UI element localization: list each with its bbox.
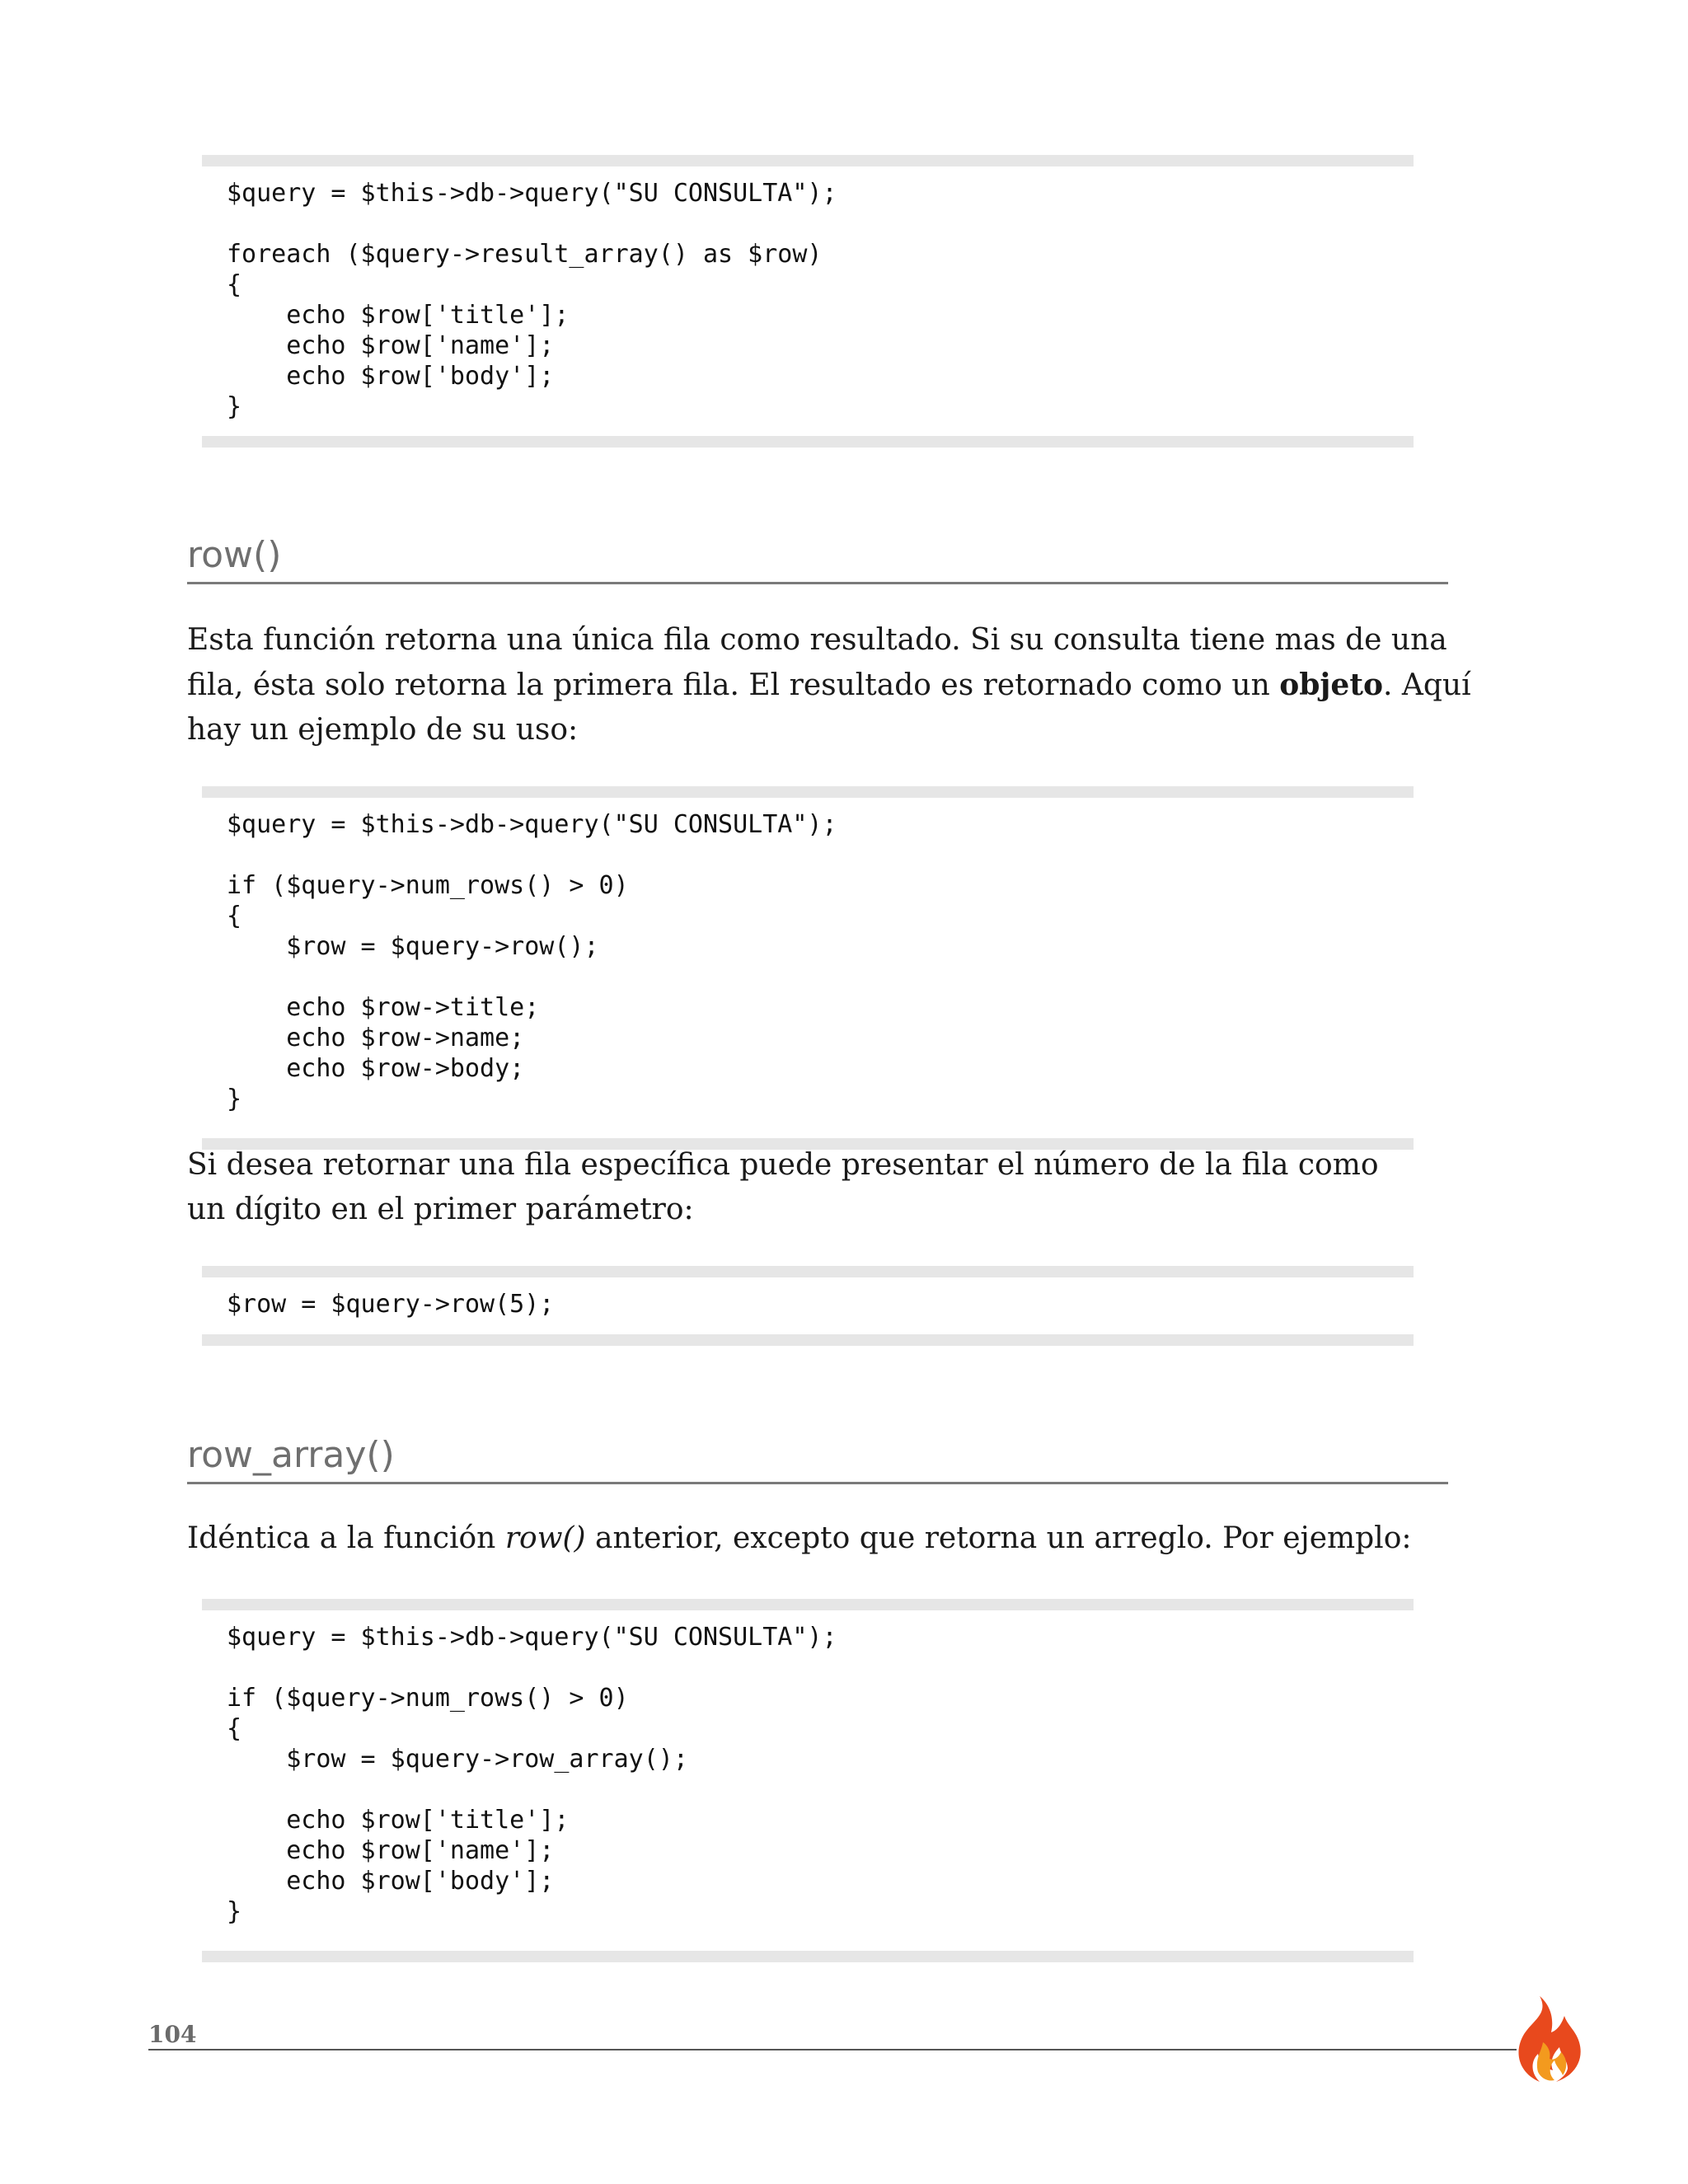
codeigniter-flame-logo — [1507, 1993, 1586, 2085]
code-text: $query = $this->db->query("SU CONSULTA"); if ($query->num_rows() > 0) { $row = $query->row(); echo $row->title; echo $row->name; echo $row->body; } — [227, 810, 837, 1113]
paragraph-text: Idéntica a la función — [187, 1521, 505, 1555]
paragraph-row-param: Si desea retornar una fila específica puede presentar el número de la fila como un dígito en el primer parámetro: — [187, 1148, 1379, 1226]
section-heading-row: row() — [187, 532, 1448, 584]
section-heading-row-array: row_array() — [187, 1432, 1448, 1484]
code-block-row-param — [202, 1266, 1414, 1346]
code-text: $query = $this->db->query("SU CONSULTA"); if ($query->num_rows() > 0) { $row = $query->row_array(); echo $row['title']; echo $row['name']; echo $row['body']; } — [227, 1623, 837, 1926]
bold-term: objeto — [1279, 668, 1383, 702]
paragraph-text: anterior, excepto que retorna un arreglo. Por ejemplo: — [585, 1521, 1412, 1555]
paragraph-text: Esta función retorna una única fila como resultado. Si su consulta tiene mas de una fila, ésta solo retorna la primera fila. El resultado es retornado como un — [187, 623, 1447, 702]
page-number: 104 — [148, 2021, 197, 2048]
code-text: $row = $query->row(5); — [227, 1290, 555, 1319]
footer-rule — [148, 2049, 1517, 2050]
code-block-result-array — [202, 155, 1414, 448]
paragraph-row-intro — [187, 618, 1473, 752]
paragraph-text: . Aquí hay un ejemplo de su uso: — [187, 668, 1471, 747]
italic-term: row() — [504, 1521, 586, 1555]
code-block-row — [202, 786, 1414, 1150]
code-text: $query = $this->db->query("SU CONSULTA"); foreach ($query->result_array() as $row) { echo $row['title']; echo $row['name']; echo $row['body']; } — [227, 179, 837, 421]
code-block-row-array — [202, 1599, 1414, 1962]
paragraph-row-array-intro — [187, 1516, 1473, 1561]
